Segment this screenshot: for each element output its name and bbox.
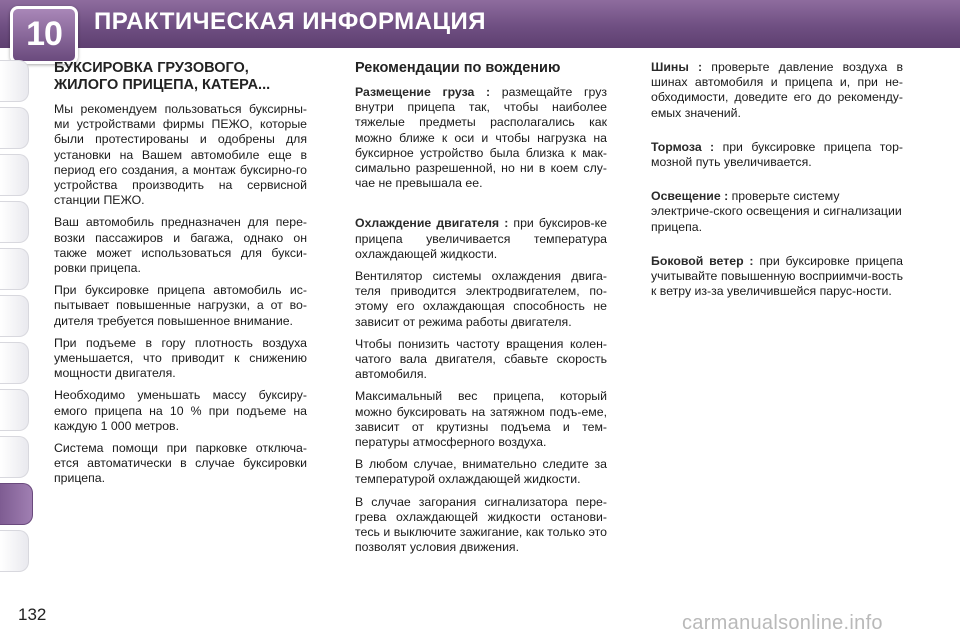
towing-paragraph: При буксировке прицепа автомобиль ис-пытывает повышенные нагрузки, а от во-дителя требуется повышенное внимание. — [54, 283, 307, 328]
cooling-paragraph — [355, 216, 607, 262]
driving-tips-heading: Рекомендации по вождению — [355, 60, 561, 76]
cooling-lead: Охлаждение двигателя : — [355, 216, 509, 231]
load-paragraph — [355, 85, 607, 191]
load-text: размещайте груз внутри прицепа так, чтобы наиболее тяжелые предметы располагались как можно ближе к оси и чтобы нагрузка на буксирное устройство была близка к мак-симально разрешенной, но ни в коем слу-чае не превышала ее. — [355, 85, 607, 191]
lighting-paragraph — [651, 189, 903, 235]
tyres-paragraph — [651, 60, 903, 121]
chapter-tab — [0, 107, 29, 149]
cooling-text: при буксиров-ке прицепа увеличивается температура охлаждающей жидкости. — [355, 216, 607, 261]
towing-heading: БУКСИРОВКА ГРУЗОВОГО, ЖИЛОГО ПРИЦЕПА, КАТЕРА... — [54, 60, 271, 93]
chapter-title: ПРАКТИЧЕСКАЯ ИНФОРМАЦИЯ — [94, 8, 487, 35]
chapter-tab — [0, 60, 29, 102]
cooling-detail-paragraph: Чтобы понизить частоту вращения колен-чатого вала двигателя, сбавьте скорость автомобиля. — [355, 336, 607, 382]
brakes-text: при буксировке прицепа тор-мозной путь увеличивается. — [651, 139, 904, 170]
chapter-tab — [0, 342, 29, 384]
tyres-lead: Шины : — [651, 60, 703, 74]
chapter-tab — [0, 154, 29, 196]
chapter-tab — [0, 530, 29, 572]
load-lead: Размещение груза : — [355, 85, 491, 99]
towing-paragraph: Необходимо уменьшать массу буксиру-емого прицепа на 10 % при подъеме на каждую 1 000 метров. — [54, 388, 307, 433]
tyres-text: проверьте давление воздуха в шинах автомобиля и прицепа и, при не-обходимости, доведите его до рекоменду-емых значений. — [651, 60, 903, 120]
page-number: 132 — [18, 605, 47, 624]
lighting-text: проверьте систему электриче-ского освещения и сигнализации прицепа. — [651, 189, 902, 234]
towing-paragraph: При подъеме в гору плотность воздуха уменьшается, что приводит к снижению мощности двигателя. — [54, 335, 307, 381]
brakes-lead: Тормоза : — [651, 139, 715, 154]
chapter-tab — [0, 201, 29, 243]
towing-paragraph: Система помощи при парковке отключа-ется автоматически в случае буксировки прицепа. — [54, 441, 307, 486]
chapter-tabs — [0, 60, 34, 580]
cooling-detail-paragraph: Вентилятор системы охлаждения двига-теля приводится электродвигателем, по-этому его охлаждающая способность не зависит от режима работы двигателя. — [355, 269, 607, 329]
chapter-header-bar — [0, 0, 960, 53]
chapter-tab — [0, 436, 29, 478]
towing-paragraph: Мы рекомендуем пользоваться буксирны-ми устройствами фирмы ПЕЖО, которые были протестированы и одобрены для установки на Вашем автомобиле еще в период его создания, а монтаж буксирно-го устройства производить на сервисной станции ПЕЖО. — [54, 102, 307, 208]
chapter-tab-active — [0, 483, 33, 525]
cooling-detail-paragraph: Максимальный вес прицепа, который можно буксировать на затяжном подъ-еме, зависит от крутизны подъема и тем-пературы атмосферного воздуха. — [355, 389, 607, 450]
chapter-tab — [0, 295, 29, 337]
driving-tips-column — [355, 60, 607, 562]
chapter-tab — [0, 389, 29, 431]
cooling-detail-paragraph: В любом случае, внимательно следите за температурой охлаждающей жидкости. — [355, 457, 607, 487]
chapter-tab — [0, 248, 29, 290]
wind-paragraph — [651, 254, 903, 300]
wind-lead: Боковой ветер : — [651, 253, 754, 268]
checks-column — [651, 60, 903, 306]
towing-paragraph: Ваш автомобиль предназначен для пере-возки пассажиров и багажа, однако он также может использоваться для букси-ровки прицепа. — [54, 215, 307, 276]
site-watermark: carmanualsonline.info — [682, 612, 883, 634]
lighting-lead: Освещение : — [651, 189, 729, 204]
chapter-number-badge: 10 — [10, 6, 78, 64]
towing-column — [54, 60, 307, 494]
brakes-paragraph — [651, 140, 903, 170]
cooling-detail-paragraph: В случае загорания сигнализатора пере-грева охлаждающей жидкости останови-тесь и выключите зажигание, как только это позволят условия движения. — [355, 494, 607, 555]
wind-text: при буксировке прицепа учитывайте повышенную восприимчи-вость к ветру из-за увеличившейся парус-ности. — [651, 253, 903, 299]
